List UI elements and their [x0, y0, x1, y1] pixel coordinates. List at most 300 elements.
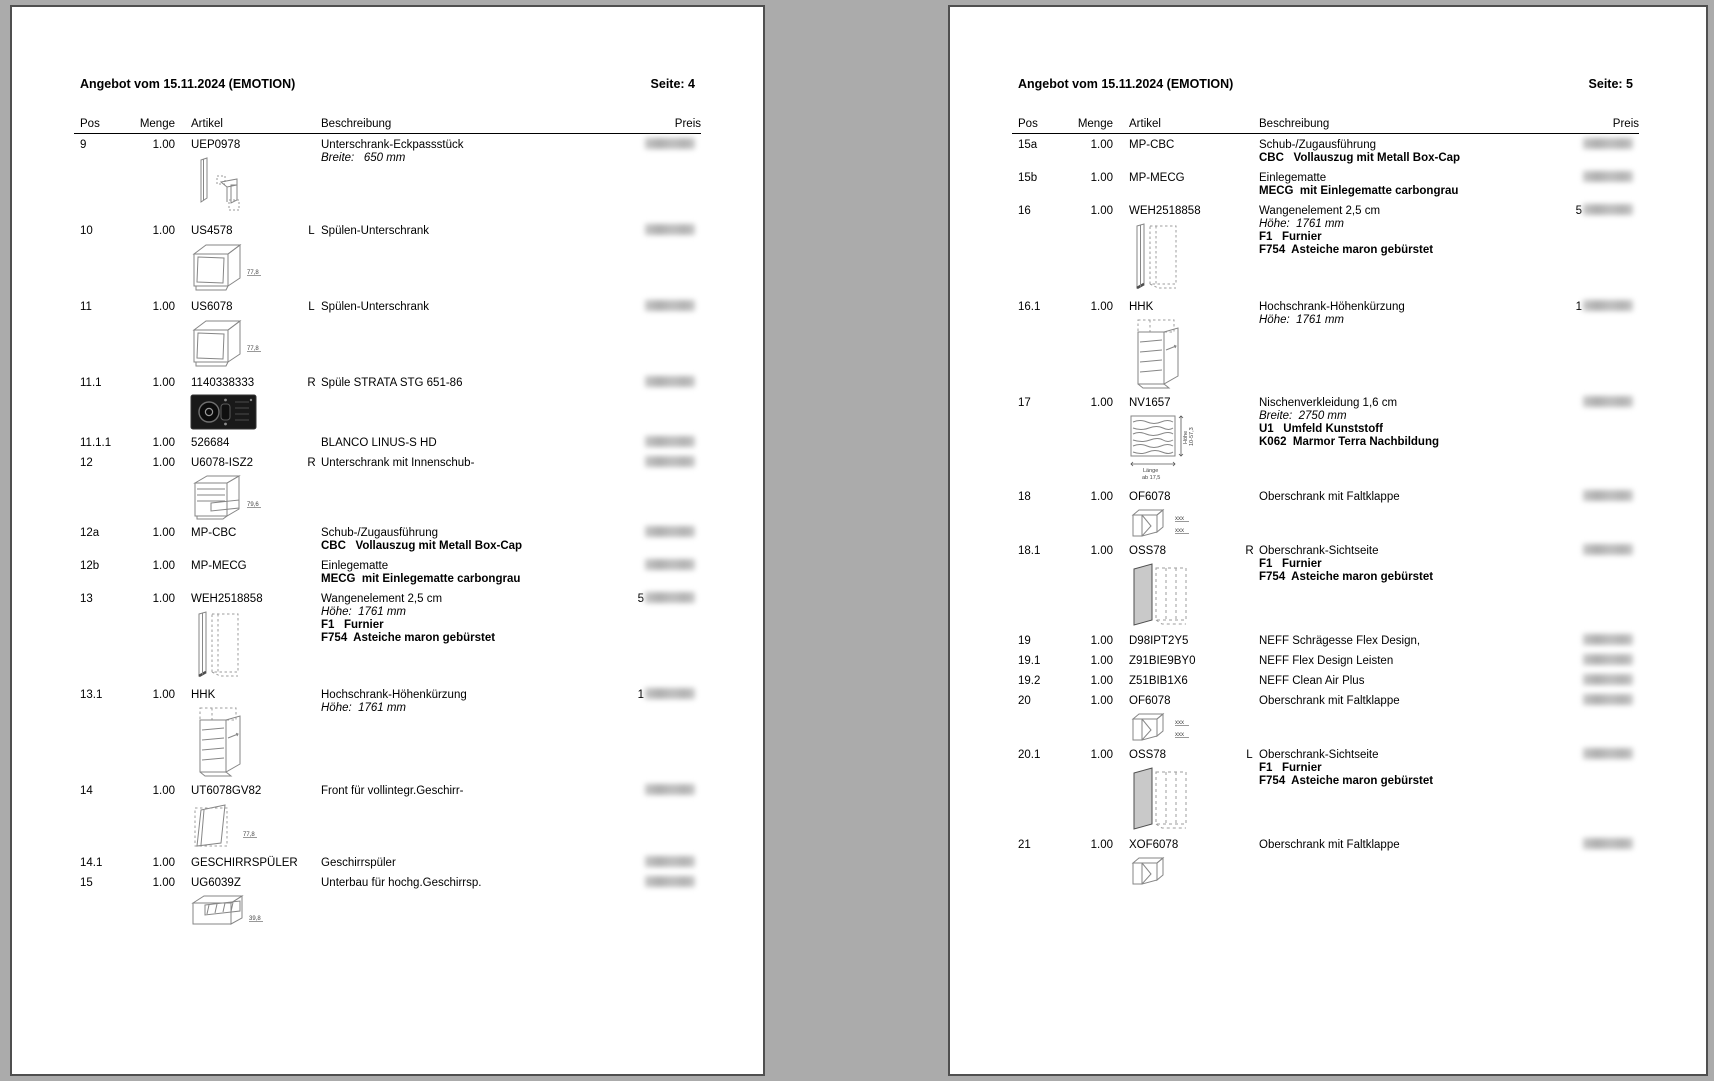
description-line: MECG mit Einlegematte carbongrau [321, 573, 521, 585]
article-code: UT6078GV82 [191, 785, 262, 797]
article-code: D98IPT2Y5 [1129, 635, 1189, 647]
column-header-preis: Preis [674, 118, 701, 130]
article-code: MP-MECG [1129, 172, 1185, 184]
description-cell [321, 377, 625, 430]
description-cell [321, 857, 625, 870]
table-row [1018, 205, 1633, 294]
article-cell [1129, 491, 1240, 538]
article-cell [1129, 205, 1240, 294]
description-cell [321, 225, 625, 294]
description-line: Höhe: 1761 mm [321, 606, 407, 618]
description-cell [321, 139, 625, 218]
quantity-cell: 1.00 [152, 689, 175, 701]
pos-cell: 12a [80, 527, 100, 539]
article-cell [1129, 749, 1240, 832]
hinge-side-cell: R [307, 377, 316, 389]
pos-cell: 11 [80, 301, 92, 313]
article-cell [191, 689, 302, 778]
hinge-side-cell [302, 593, 321, 682]
description-line: F754 Asteiche maron gebürstet [321, 632, 496, 644]
price-blurred-value [1583, 838, 1633, 849]
quantity-cell: 1.00 [1090, 675, 1113, 687]
article-code: OF6078 [1129, 491, 1171, 503]
pos-cell: 19.2 [1018, 675, 1041, 687]
price-cell [1563, 545, 1633, 628]
description-cell [321, 689, 625, 778]
svg-text:79,6: 79,6 [247, 502, 259, 508]
article-code: NV1657 [1129, 397, 1171, 409]
description-cell [321, 560, 625, 586]
price-cell [625, 225, 695, 294]
hinge-side-cell [1240, 839, 1259, 886]
price-cell [1563, 397, 1633, 484]
hinge-side-cell [1240, 397, 1259, 484]
article-code: Z51BIB1X6 [1129, 675, 1188, 687]
price-cell [1563, 655, 1633, 668]
description-cell [1259, 655, 1563, 668]
price-cell [1563, 749, 1633, 832]
article-cell [1129, 301, 1240, 390]
price-visible-digit: 1 [637, 689, 644, 701]
description-cell [321, 437, 625, 450]
article-code: HHK [191, 689, 216, 701]
description-cell [1259, 139, 1563, 165]
description-line: NEFF Schrägesse Flex Design, [1259, 635, 1421, 647]
quantity-cell: 1.00 [1090, 491, 1113, 503]
table-row [80, 437, 695, 450]
hinge-side-cell [1240, 635, 1259, 648]
quantity-cell: 1.00 [1090, 749, 1113, 761]
svg-text:xxx: xxx [1175, 720, 1184, 726]
pos-cell: 21 [1018, 839, 1031, 851]
description-line: F1 Furnier [1259, 762, 1322, 774]
description-cell [1259, 491, 1563, 538]
article-cell [1129, 545, 1240, 628]
description-cell [321, 301, 625, 370]
article-code: MP-CBC [191, 527, 237, 539]
pos-cell: 16 [1018, 205, 1031, 217]
quantity-cell: 1.00 [152, 593, 175, 605]
sink-cabinet-drawing [191, 318, 302, 370]
hinge-side-cell [302, 689, 321, 778]
article-cell [191, 437, 302, 450]
description-line: Oberschrank mit Faltklappe [1259, 839, 1400, 851]
description-line: Einlegematte [1259, 172, 1327, 184]
wall-flap-cabinet-drawing [1129, 856, 1240, 886]
quantity-cell: 1.00 [152, 437, 175, 449]
pos-cell: 19 [1018, 635, 1031, 647]
drawer-cabinet-drawing [191, 474, 302, 520]
pos-cell: 13.1 [80, 689, 103, 701]
price-blurred-value [645, 376, 695, 387]
price-blurred-value [1583, 138, 1633, 149]
description-line: Höhe: 1761 mm [1259, 218, 1345, 230]
sink-photo-drawing [191, 394, 302, 430]
article-cell [191, 225, 302, 294]
article-cell [1129, 655, 1240, 668]
price-cell [1563, 839, 1633, 886]
price-blurred-value [645, 526, 695, 537]
quantity-cell: 1.00 [152, 377, 175, 389]
price-cell [625, 139, 695, 218]
quantity-cell: 1.00 [1090, 695, 1113, 707]
price-blurred-value [645, 224, 695, 235]
price-blurred-value [1583, 674, 1633, 685]
side-panel-drawing [1129, 766, 1240, 832]
hinge-side-cell [1240, 205, 1259, 294]
price-cell [625, 785, 695, 850]
tall-panel-drawing [191, 610, 302, 682]
table-row [80, 377, 695, 430]
hinge-side-cell [302, 877, 321, 928]
description-cell [1259, 545, 1563, 628]
quantity-cell: 1.00 [1090, 301, 1113, 313]
hinge-side-cell [302, 857, 321, 870]
pos-cell: 14.1 [80, 857, 103, 869]
table-row [1018, 695, 1633, 742]
price-cell [625, 457, 695, 520]
pos-cell: 19.1 [1018, 655, 1041, 667]
table-rows [80, 139, 693, 928]
hinge-side-cell [302, 437, 321, 450]
description-line: Front für vollintegr.Geschirr- [321, 785, 464, 797]
description-line: U1 Umfeld Kunststoff [1259, 423, 1383, 435]
description-cell [321, 877, 625, 928]
article-cell [1129, 397, 1240, 484]
article-code: Z91BIE9BY0 [1129, 655, 1196, 667]
svg-text:Länge: Länge [1143, 468, 1159, 474]
page-number: Seite: 4 [650, 77, 695, 91]
description-cell [1259, 695, 1563, 742]
article-code: OSS78 [1129, 749, 1167, 761]
price-cell [625, 377, 695, 430]
description-line: K062 Marmor Terra Nachbildung [1259, 436, 1439, 448]
column-header-preis: Preis [1612, 118, 1639, 130]
description-line: Oberschrank-Sichtseite [1259, 545, 1379, 557]
hinge-side-cell: L [308, 225, 315, 237]
price-cell [625, 437, 695, 450]
tall-cabinet-drawing [1129, 318, 1240, 390]
description-line: Spülen-Unterschrank [321, 301, 430, 313]
svg-text:Höhe: Höhe [1183, 430, 1189, 444]
article-cell [191, 593, 302, 682]
description-line: Nischenverkleidung 1,6 cm [1259, 397, 1398, 409]
quantity-cell: 1.00 [1090, 839, 1113, 851]
quantity-cell: 1.00 [152, 457, 175, 469]
quantity-cell: 1.00 [152, 560, 175, 572]
article-code: MP-CBC [1129, 139, 1175, 151]
price-blurred-value [645, 300, 695, 311]
pos-cell: 11.1.1 [80, 437, 112, 449]
page-title: Angebot vom 15.11.2024 (EMOTION) [80, 77, 296, 91]
hinge-side-cell [1240, 491, 1259, 538]
description-cell [321, 457, 625, 520]
page-title: Angebot vom 15.11.2024 (EMOTION) [1018, 77, 1234, 91]
description-line: BLANCO LINUS-S HD [321, 437, 437, 449]
tall-cabinet-drawing [191, 706, 302, 778]
description-line: Schub-/Zugausführung [1259, 139, 1376, 151]
price-blurred-value [645, 559, 695, 570]
description-line: Wangenelement 2,5 cm [321, 593, 443, 605]
description-cell [1259, 839, 1563, 886]
hinge-side-cell: R [307, 457, 316, 469]
dishwasher-front-drawing [191, 802, 302, 850]
hinge-side-cell [302, 560, 321, 586]
price-blurred-value [1583, 396, 1633, 407]
description-line: Unterbau für hochg.Geschirrsp. [321, 877, 482, 889]
price-blurred-value [1583, 300, 1633, 311]
article-code: WEH2518858 [1129, 205, 1201, 217]
table-row [1018, 655, 1633, 668]
article-cell [1129, 139, 1240, 165]
description-line: Wangenelement 2,5 cm [1259, 205, 1381, 217]
article-cell [191, 857, 302, 870]
svg-text:39,8: 39,8 [249, 916, 261, 922]
description-cell [1259, 675, 1563, 688]
price-cell [625, 857, 695, 870]
table-row [80, 560, 695, 586]
column-header-beschreibung: Beschreibung [321, 118, 392, 130]
table-row [1018, 301, 1633, 390]
price-cell [1563, 172, 1633, 198]
description-line: Einlegematte [321, 560, 389, 572]
price-cell [625, 560, 695, 586]
price-blurred-value [645, 592, 695, 603]
description-line: Unterschrank-Eckpassstück [321, 139, 464, 151]
hinge-side-cell [302, 139, 321, 218]
page-4 [10, 5, 765, 1076]
pos-cell: 14 [80, 785, 93, 797]
article-cell [191, 785, 302, 850]
description-cell [1259, 635, 1563, 648]
hinge-side-cell [302, 785, 321, 850]
column-header-menge: Menge [139, 118, 175, 130]
table-row [1018, 545, 1633, 628]
description-line: NEFF Flex Design Leisten [1259, 655, 1394, 667]
price-cell [1563, 139, 1633, 165]
description-line: Höhe: 1761 mm [1259, 314, 1345, 326]
quantity-cell: 1.00 [152, 139, 175, 151]
price-blurred-value [1583, 654, 1633, 665]
quantity-cell: 1.00 [1090, 635, 1113, 647]
pos-cell: 15a [1018, 139, 1038, 151]
table-row [1018, 839, 1633, 886]
article-code: 1140338333 [191, 377, 255, 389]
table-row [80, 139, 695, 218]
page-5 [948, 5, 1708, 1076]
price-cell [1563, 301, 1633, 390]
table-row [80, 785, 695, 850]
article-code: OF6078 [1129, 695, 1171, 707]
description-line: Höhe: 1761 mm [321, 702, 407, 714]
price-blurred-value [1583, 204, 1633, 215]
description-line: F1 Furnier [321, 619, 384, 631]
pos-cell: 12b [80, 560, 100, 572]
table-row [80, 301, 695, 370]
column-header-pos: Pos [80, 118, 100, 130]
price-cell [625, 527, 695, 553]
article-cell [191, 527, 302, 553]
description-cell [1259, 301, 1563, 390]
article-cell [191, 377, 302, 430]
article-code: UEP0978 [191, 139, 241, 151]
article-cell [1129, 172, 1240, 198]
pos-cell: 20.1 [1018, 749, 1041, 761]
quantity-cell: 1.00 [1090, 655, 1113, 667]
table-row [1018, 635, 1633, 648]
price-blurred-value [645, 138, 695, 149]
description-cell [321, 785, 625, 850]
pos-cell: 17 [1018, 397, 1031, 409]
hinge-side-cell [1240, 675, 1259, 688]
price-blurred-value [1583, 490, 1633, 501]
price-cell [1563, 695, 1633, 742]
table-header [74, 118, 701, 134]
hinge-side-cell: L [308, 301, 315, 313]
table-row [80, 593, 695, 682]
description-line: MECG mit Einlegematte carbongrau [1259, 185, 1459, 197]
price-blurred-value [645, 688, 695, 699]
description-line: Breite: 2750 mm [1259, 410, 1347, 422]
description-line: CBC Vollauszug mit Metall Box-Cap [321, 540, 523, 552]
corner-panel-drawing [191, 156, 302, 218]
price-blurred-value [645, 436, 695, 447]
quantity-cell: 1.00 [152, 785, 175, 797]
side-panel-drawing [1129, 562, 1240, 628]
description-line: Spülen-Unterschrank [321, 225, 430, 237]
article-code: US6078 [191, 301, 233, 313]
article-code: MP-MECG [191, 560, 247, 572]
price-cell [625, 877, 695, 928]
pos-cell: 13 [80, 593, 93, 605]
article-cell [1129, 839, 1240, 886]
tall-panel-drawing [1129, 222, 1240, 294]
description-line: F754 Asteiche maron gebürstet [1259, 571, 1434, 583]
niche-panel-drawing [1129, 414, 1240, 484]
quantity-cell: 1.00 [152, 877, 175, 889]
article-cell [191, 301, 302, 370]
quantity-cell: 1.00 [152, 301, 175, 313]
price-cell [625, 689, 695, 778]
article-cell [191, 457, 302, 520]
table-row [1018, 397, 1633, 484]
description-line: Schub-/Zugausführung [321, 527, 438, 539]
column-header-pos: Pos [1018, 118, 1038, 130]
article-code: HHK [1129, 301, 1154, 313]
description-line: Oberschrank mit Faltklappe [1259, 695, 1400, 707]
quantity-cell: 1.00 [152, 527, 175, 539]
page-header [1018, 77, 1633, 91]
pos-cell: 16.1 [1018, 301, 1041, 313]
price-blurred-value [645, 784, 695, 795]
svg-text:77,8: 77,8 [243, 832, 255, 838]
pos-cell: 9 [80, 139, 87, 151]
table-row [80, 527, 695, 553]
description-line: Oberschrank-Sichtseite [1259, 749, 1379, 761]
price-blurred-value [1583, 171, 1633, 182]
table-row [80, 457, 695, 520]
article-code: 526684 [191, 437, 230, 449]
quantity-cell: 1.00 [1090, 205, 1113, 217]
article-code: WEH2518858 [191, 593, 263, 605]
svg-text:xxx: xxx [1175, 516, 1184, 522]
quantity-cell: 1.00 [1090, 172, 1113, 184]
table-row [80, 225, 695, 294]
description-line: Oberschrank mit Faltklappe [1259, 491, 1400, 503]
price-blurred-value [1583, 634, 1633, 645]
table-row [80, 689, 695, 778]
table-row [1018, 675, 1633, 688]
description-line: F1 Furnier [1259, 231, 1322, 243]
article-code: XOF6078 [1129, 839, 1179, 851]
quantity-cell: 1.00 [152, 857, 175, 869]
description-cell [321, 527, 625, 553]
price-cell [1563, 491, 1633, 538]
article-code: US4578 [191, 225, 233, 237]
pos-cell: 18 [1018, 491, 1031, 503]
price-cell [1563, 205, 1633, 294]
table-row [80, 877, 695, 928]
price-blurred-value [1583, 544, 1633, 555]
sink-cabinet-drawing [191, 242, 302, 294]
wall-flap-cabinet-drawing [1129, 508, 1240, 538]
svg-text:xxx: xxx [1175, 732, 1184, 738]
price-blurred-value [1583, 694, 1633, 705]
svg-text:77,8: 77,8 [247, 346, 259, 352]
description-cell [321, 593, 625, 682]
pos-cell: 18.1 [1018, 545, 1041, 557]
hinge-side-cell [1240, 655, 1259, 668]
description-line: F754 Asteiche maron gebürstet [1259, 775, 1434, 787]
svg-text:10-57,3: 10-57,3 [1189, 427, 1195, 446]
price-visible-digit: 1 [1575, 301, 1582, 313]
table-row [1018, 139, 1633, 165]
svg-text:77,8: 77,8 [247, 270, 259, 276]
article-cell [1129, 675, 1240, 688]
article-code: GESCHIRRSPÜLER [191, 857, 298, 869]
pos-cell: 12 [80, 457, 93, 469]
quantity-cell: 1.00 [1090, 397, 1113, 409]
svg-text:xxx: xxx [1175, 528, 1184, 534]
table-rows [1018, 139, 1636, 886]
page-number: Seite: 5 [1588, 77, 1633, 91]
column-header-menge: Menge [1077, 118, 1113, 130]
column-header-beschreibung: Beschreibung [1259, 118, 1330, 130]
page-header [80, 77, 695, 91]
price-visible-digit: 5 [637, 593, 644, 605]
description-cell [1259, 397, 1563, 484]
article-cell [191, 560, 302, 586]
pos-cell: 15 [80, 877, 93, 889]
description-cell [1259, 749, 1563, 832]
description-line: Hochschrank-Höhenkürzung [321, 689, 467, 701]
pos-cell: 20 [1018, 695, 1031, 707]
article-cell [191, 877, 302, 928]
article-code: OSS78 [1129, 545, 1167, 557]
hinge-side-cell: L [1246, 749, 1253, 761]
pos-cell: 15b [1018, 172, 1038, 184]
description-line: Hochschrank-Höhenkürzung [1259, 301, 1405, 313]
table-header [1012, 118, 1639, 134]
description-line: NEFF Clean Air Plus [1259, 675, 1365, 687]
description-line: Unterschrank mit Innenschub- [321, 457, 475, 469]
price-blurred-value [645, 856, 695, 867]
table-row [1018, 172, 1633, 198]
price-cell [1563, 635, 1633, 648]
quantity-cell: 1.00 [1090, 545, 1113, 557]
table-row [80, 857, 695, 870]
description-line: F754 Asteiche maron gebürstet [1259, 244, 1434, 256]
